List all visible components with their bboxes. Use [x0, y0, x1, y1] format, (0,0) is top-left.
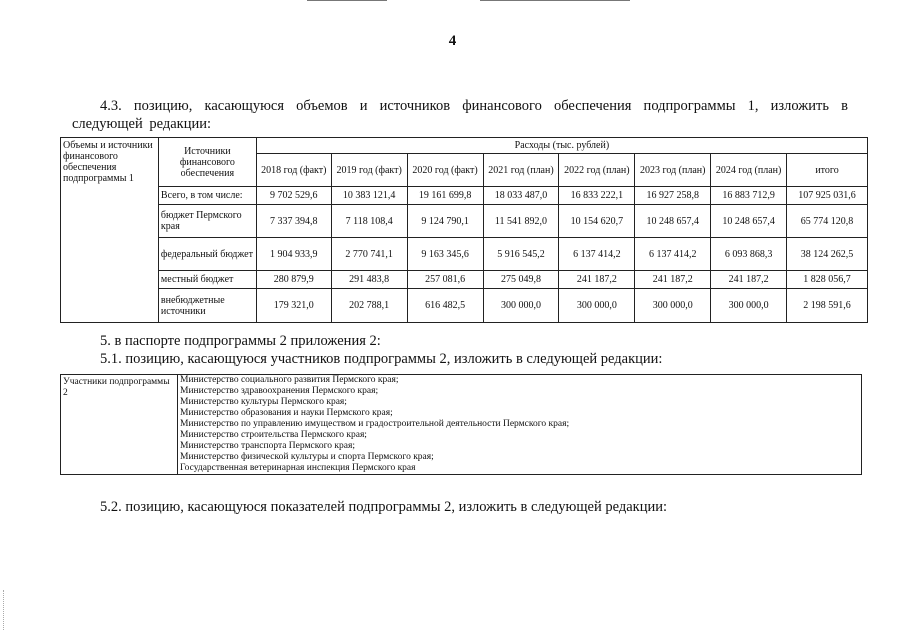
funding-cell: 9 124 790,1	[407, 205, 483, 238]
funding-cell: 107 925 031,6	[787, 187, 868, 205]
funding-cell: 2 770 741,1	[331, 238, 407, 271]
funding-cell: 241 187,2	[559, 271, 635, 289]
participants-row	[61, 397, 862, 408]
participant-item: Министерство социального развития Пермского края;	[178, 375, 862, 387]
participants-row	[61, 408, 862, 419]
funding-cell: 300 000,0	[635, 289, 711, 323]
funding-cell: 9 702 529,6	[256, 187, 331, 205]
funding-cell: 179 321,0	[256, 289, 331, 323]
funding-cell: 38 124 262,5	[787, 238, 868, 271]
participants-table	[60, 374, 862, 475]
funding-cell: 202 788,1	[331, 289, 407, 323]
funding-row-label: местный бюджет	[158, 271, 256, 289]
funding-cell: 10 383 121,4	[331, 187, 407, 205]
funding-header-volumes: Объемы и источники финансового обеспечения подпрограммы 1	[61, 138, 159, 323]
funding-cell: 10 248 657,4	[711, 205, 787, 238]
funding-cell: 1 904 933,9	[256, 238, 331, 271]
funding-year-header: 2024 год (план)	[711, 154, 787, 187]
funding-cell: 19 161 699,8	[407, 187, 483, 205]
funding-cell: 275 049,8	[483, 271, 559, 289]
funding-cell: 241 187,2	[635, 271, 711, 289]
funding-cell: 16 927 258,8	[635, 187, 711, 205]
funding-row	[61, 271, 868, 289]
funding-cell: 7 118 108,4	[331, 205, 407, 238]
funding-cell: 241 187,2	[711, 271, 787, 289]
participants-row	[61, 419, 862, 430]
funding-cell: 257 081,6	[407, 271, 483, 289]
page-number: 4	[448, 33, 457, 49]
funding-year-header: 2020 год (факт)	[407, 154, 483, 187]
participants-row	[61, 430, 862, 441]
funding-cell: 11 541 892,0	[483, 205, 559, 238]
funding-table	[60, 137, 868, 323]
funding-cell: 300 000,0	[483, 289, 559, 323]
participant-item: Министерство образования и науки Пермского края;	[178, 408, 862, 419]
funding-row-label: федеральный бюджет	[158, 238, 256, 271]
funding-row	[61, 238, 868, 271]
funding-cell: 7 337 394,8	[256, 205, 331, 238]
funding-row-label: Всего, в том числе:	[158, 187, 256, 205]
paragraph-5: 5. в паспорте подпрограммы 2 приложения 2:	[100, 333, 381, 349]
paragraph-4-3: 4.3. позицию, касающуюся объемов и источников финансового обеспечения подпрограммы 1, изложить в следующей редакции:	[72, 98, 848, 132]
funding-cell: 10 248 657,4	[635, 205, 711, 238]
funding-header-expenses: Расходы (тыс. рублей)	[256, 138, 867, 154]
participant-item: Министерство строительства Пермского края;	[178, 430, 862, 441]
funding-year-header: 2023 год (план)	[635, 154, 711, 187]
funding-year-header: 2022 год (план)	[559, 154, 635, 187]
funding-cell: 1 828 056,7	[787, 271, 868, 289]
participants-row	[61, 375, 862, 387]
participants-label: Участники подпрограммы 2	[61, 375, 178, 475]
participant-item: Министерство транспорта Пермского края;	[178, 441, 862, 452]
funding-year-header: итого	[787, 154, 868, 187]
funding-cell: 280 879,9	[256, 271, 331, 289]
funding-cell: 65 774 120,8	[787, 205, 868, 238]
paragraph-5-2: 5.2. позицию, касающуюся показателей подпрограммы 2, изложить в следующей редакции:	[100, 499, 668, 515]
funding-cell: 10 154 620,7	[559, 205, 635, 238]
funding-cell: 18 033 487,0	[483, 187, 559, 205]
scan-line-left	[307, 0, 387, 1]
funding-row-label: внебюджетные источники	[158, 289, 256, 323]
funding-year-header: 2021 год (план)	[483, 154, 559, 187]
funding-year-header: 2018 год (факт)	[256, 154, 331, 187]
funding-year-header: 2019 год (факт)	[331, 154, 407, 187]
participant-item: Министерство здравоохранения Пермского края;	[178, 386, 862, 397]
funding-cell: 616 482,5	[407, 289, 483, 323]
funding-cell: 300 000,0	[559, 289, 635, 323]
funding-cell: 5 916 545,2	[483, 238, 559, 271]
funding-cell: 16 833 222,1	[559, 187, 635, 205]
participant-item: Государственная ветеринарная инспекция Пермского края	[178, 463, 862, 475]
paragraph-5-1: 5.1. позицию, касающуюся участников подпрограммы 2, изложить в следующей редакции:	[100, 351, 663, 367]
scan-line-right	[480, 0, 630, 1]
funding-cell: 6 137 414,2	[635, 238, 711, 271]
participants-row	[61, 441, 862, 452]
participant-item: Министерство по управлению имуществом и градостроительной деятельности Пермского края;	[178, 419, 862, 430]
funding-row-label: бюджет Пермского края	[158, 205, 256, 238]
funding-cell: 16 883 712,9	[711, 187, 787, 205]
funding-row	[61, 289, 868, 323]
funding-row	[61, 187, 868, 205]
funding-cell: 300 000,0	[711, 289, 787, 323]
funding-cell: 2 198 591,6	[787, 289, 868, 323]
funding-cell: 9 163 345,6	[407, 238, 483, 271]
participant-item: Министерство физической культуры и спорта Пермского края;	[178, 452, 862, 463]
funding-cell: 6 137 414,2	[559, 238, 635, 271]
funding-cell: 6 093 868,3	[711, 238, 787, 271]
funding-header-sources: Источники финансового обеспечения	[158, 138, 256, 187]
funding-row	[61, 205, 868, 238]
participants-row	[61, 452, 862, 463]
participants-row	[61, 463, 862, 475]
funding-cell: 291 483,8	[331, 271, 407, 289]
participant-item: Министерство культуры Пермского края;	[178, 397, 862, 408]
participants-row	[61, 386, 862, 397]
scan-margin-marks	[3, 590, 6, 630]
